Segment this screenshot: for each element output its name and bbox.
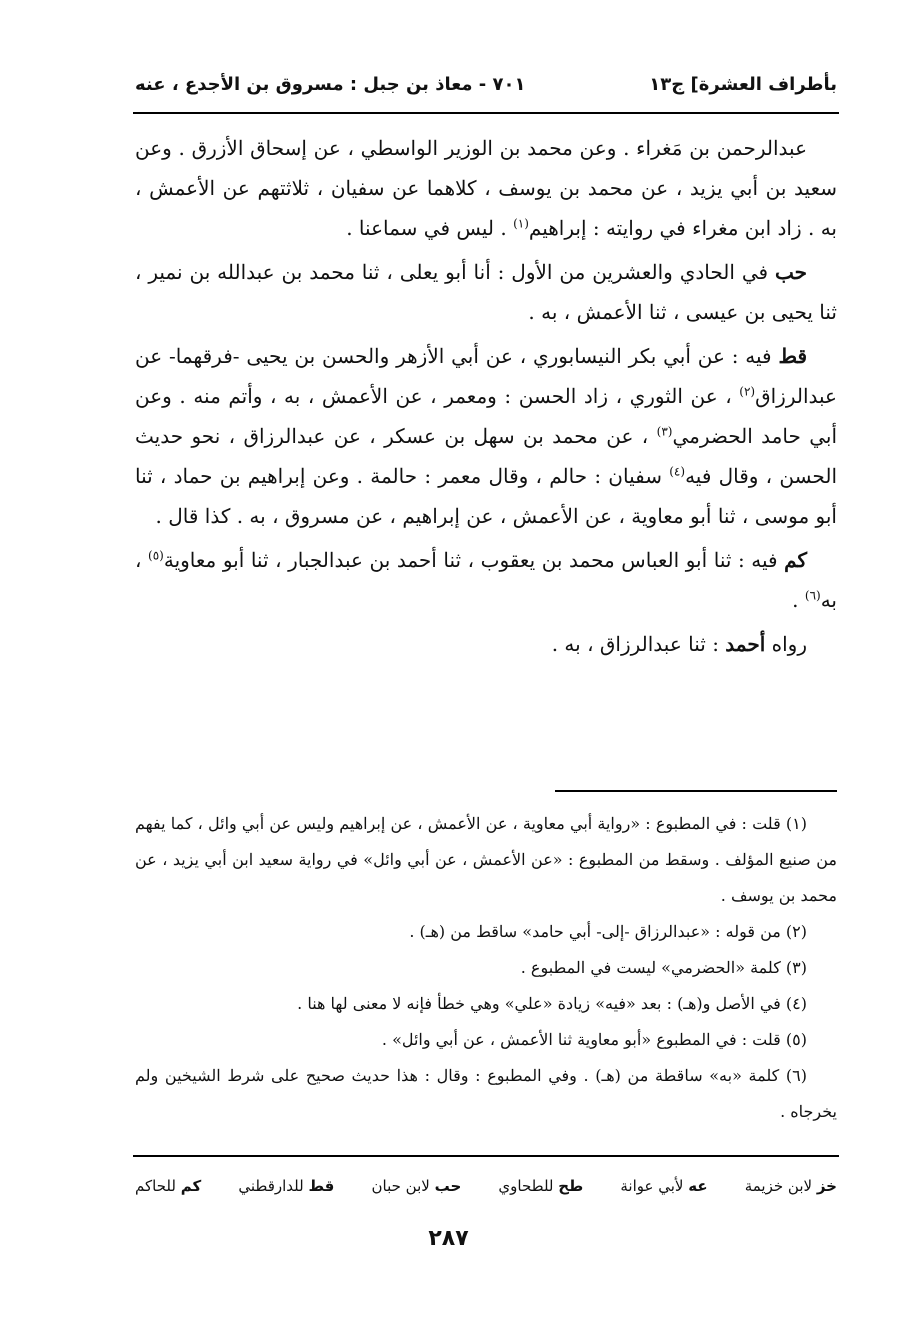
bottom-rule — [133, 1155, 839, 1157]
paragraph-5: رواه أحمد : ثنا عبدالرزاق ، به . — [551, 632, 807, 656]
paragraph-1: عبدالرحمن بن مَغراء . وعن محمد بن الوزير الواسطي ، عن إسحاق الأزرق . وعن سعيد بن أبي يزيد ، عن محمد بن يوسف ، كلاهما عن سفيان ، ثلاثتهم عن الأعمش ، به . زاد ابن مغراء في روايته : إبراهيم$^{(١)}$ . ليس في سماعنا . — [135, 136, 837, 240]
footnote-ref-1: (١) — [513, 216, 529, 231]
footnote-ref-3: (٣) — [656, 424, 673, 439]
source-code: كم — [784, 548, 808, 572]
page-number: ٢٨٧ — [428, 1226, 469, 1251]
source-code: قط — [778, 344, 807, 368]
footnote-2: (٢) من قوله : «عبدالرزاق -إلى- أبي حامد» ساقط من (هـ) . — [409, 922, 807, 941]
running-header — [135, 64, 837, 104]
main-text — [135, 128, 837, 668]
footnote-5: (٥) قلت : في المطبوع «أبو معاوية ثنا الأعمش ، عن أبي وائل» . — [381, 1030, 807, 1049]
header-right: بأطراف العشرة] ج١٣ — [649, 73, 837, 95]
paragraph-4: كم فيه : ثنا أبو العباس محمد بن يعقوب ، ثنا أحمد بن عبدالجبار ، ثنا أبو معاوية$^{(٥)}$ ، به$^{(٦)}$ . — [135, 548, 837, 612]
abbrev-item: عه لأبي عوانة — [620, 1177, 708, 1195]
abbreviation-key — [135, 1168, 837, 1204]
footnote-ref-2: (٢) — [739, 384, 756, 399]
footnote-6: (٦) كلمة «به» ساقطة من (هـ) . وفي المطبوع : وقال : هذا حديث صحيح على شرط الشيخين ولم يخرجاه . — [135, 1066, 837, 1121]
abbrev-item: حب لابن حبان — [371, 1177, 462, 1195]
paragraph-2: حب في الحادي والعشرين من الأول : أنا أبو يعلى ، ثنا محمد بن عبدالله بن نمير ، ثنا يحيى بن عيسى ، ثنا الأعمش ، به . — [135, 260, 837, 324]
source-code: أحمد — [725, 632, 766, 656]
footnote-1: (١) قلت : في المطبوع : «رواية أبي معاوية ، عن الأعمش ، عن إبراهيم وليس عن أبي وائل ، كما يفهم من صنيع المؤلف . وسقط من المطبوع : «عن الأعمش ، عن أبي وائل» في رواية سعيد ابن أبي يزيد ، عن محمد بن يوسف . — [135, 814, 837, 905]
footnote-3: (٣) كلمة «الحضرمي» ليست في المطبوع . — [520, 958, 807, 977]
source-code: حب — [774, 260, 807, 284]
header-rule — [133, 112, 839, 114]
footnote-rule — [555, 790, 837, 792]
footnote-ref-4: (٤) — [669, 464, 686, 479]
footnote-4: (٤) في الأصل و(هـ) : بعد «فيه» زيادة «علي» وهي خطأ فإنه لا معنى لها هنا . — [297, 994, 807, 1013]
paragraph-3: قط فيه : عن أبي بكر النيسابوري ، عن أبي الأزهر والحسن بن يحيى -فرقهما- عن عبدالرزاق$^{(٢)}$ ، عن الثوري ، زاد الحسن : ومعمر ، عن الأعمش ، به ، وأتم منه . وعن أبي حامد الحضرمي$^{(٣)}$ ، عن محمد بن سهل بن عسكر ، عن عبدالرزاق ، نحو حديث الحسن ، وقال فيه$^{(٤)}$ سفيان : حالم ، وقال معمر : حالمة . وعن إبراهيم بن حماد ، ثنا أبو موسى ، ثنا أبو معاوية ، عن الأعمش ، عن إبراهيم ، عن مسروق ، به . كذا قال . — [135, 344, 837, 528]
footnote-ref-6: (٦) — [804, 588, 821, 603]
abbrev-item: طح للطحاوي — [498, 1177, 584, 1195]
header-left: ٧٠١ - معاذ بن جبل : مسروق بن الأجدع ، عنه — [135, 73, 526, 95]
abbrev-item: خز لابن خزيمة — [744, 1177, 837, 1195]
footnote-ref-5: (٥) — [148, 548, 164, 563]
abbrev-item: كم للحاكم — [135, 1177, 202, 1195]
footnotes — [135, 806, 837, 1130]
abbrev-item: قط للدارقطني — [238, 1177, 335, 1195]
